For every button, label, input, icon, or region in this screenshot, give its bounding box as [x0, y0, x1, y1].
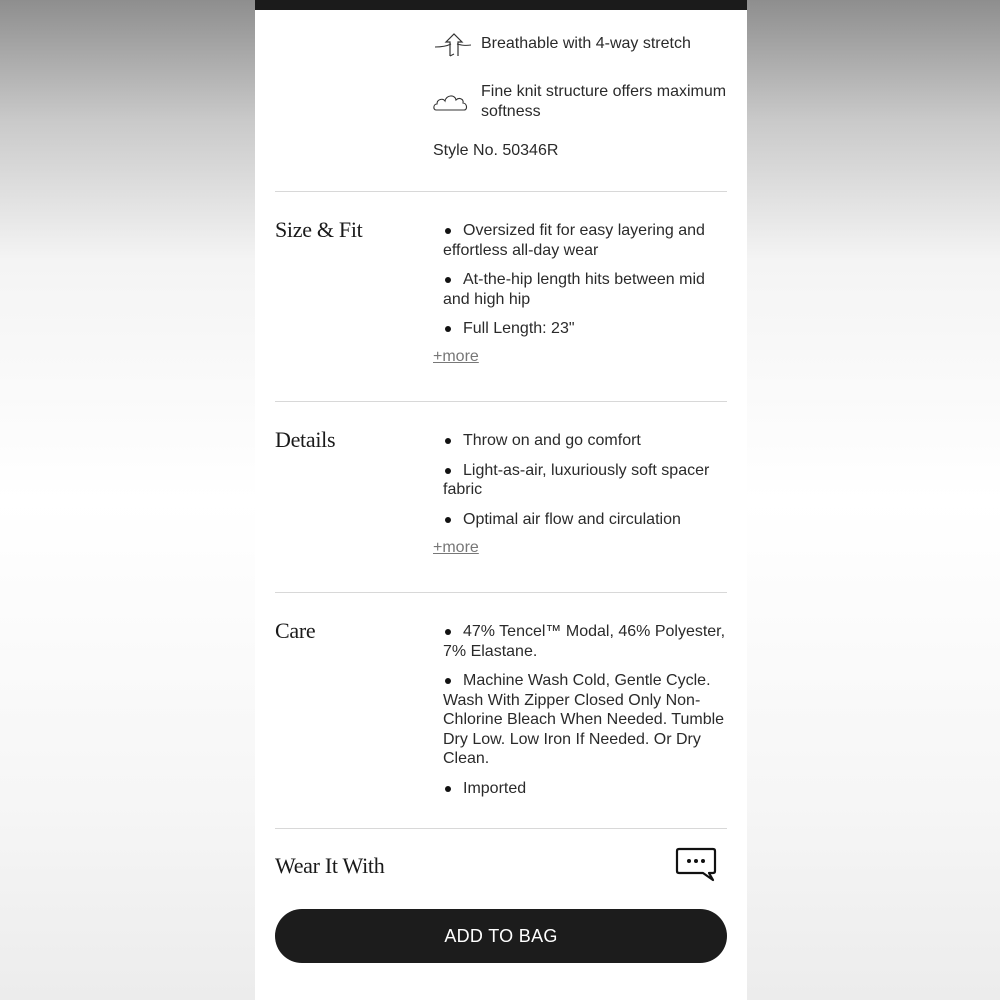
section-title-details: Details — [275, 427, 336, 452]
list-item: Oversized fit for easy layering and effortless all-day wear — [443, 221, 728, 260]
list-item: Imported — [443, 779, 728, 799]
cloud-icon — [433, 88, 471, 116]
details-more-link[interactable]: +more — [433, 539, 479, 556]
top-bar — [255, 0, 747, 10]
section-title-care: Care — [275, 618, 316, 643]
size-fit-list — [443, 221, 728, 349]
add-to-bag-button[interactable]: ADD TO BAG — [275, 909, 727, 963]
list-item: 47% Tencel™ Modal, 46% Polyester, 7% Elastane. — [443, 622, 728, 661]
list-item: Optimal air flow and circulation — [443, 510, 728, 530]
stretch-arrow-icon — [433, 32, 471, 60]
size-fit-more-link[interactable]: +more — [433, 348, 479, 365]
feature-text: Fine knit structure offers maximum softness — [481, 83, 727, 120]
divider — [275, 401, 727, 402]
divider — [275, 828, 727, 829]
section-title-size-fit: Size & Fit — [275, 217, 363, 242]
feature-stretch — [433, 32, 731, 60]
product-details-panel — [255, 0, 747, 1000]
list-item: Full Length: 23" — [443, 319, 728, 339]
list-item: Machine Wash Cold, Gentle Cycle. Wash With Zipper Closed Only Non-Chlorine Bleach When Needed. Tumble Dry Low. Low Iron If Needed. Or Dry Clean. — [443, 671, 728, 769]
list-item: At-the-hip length hits between mid and high hip — [443, 270, 728, 309]
divider — [275, 592, 727, 593]
feature-text: Breathable with 4-way stretch — [481, 35, 691, 52]
feature-softness — [433, 82, 731, 122]
list-item: Light-as-air, luxuriously soft spacer fabric — [443, 461, 728, 500]
section-title-wear-it-with: Wear It With — [275, 853, 385, 878]
chat-bubble-icon[interactable] — [675, 846, 717, 882]
care-list — [443, 622, 728, 808]
details-list — [443, 431, 728, 539]
style-number: Style No. 50346R — [433, 142, 559, 159]
divider — [275, 191, 727, 192]
list-item: Throw on and go comfort — [443, 431, 728, 451]
